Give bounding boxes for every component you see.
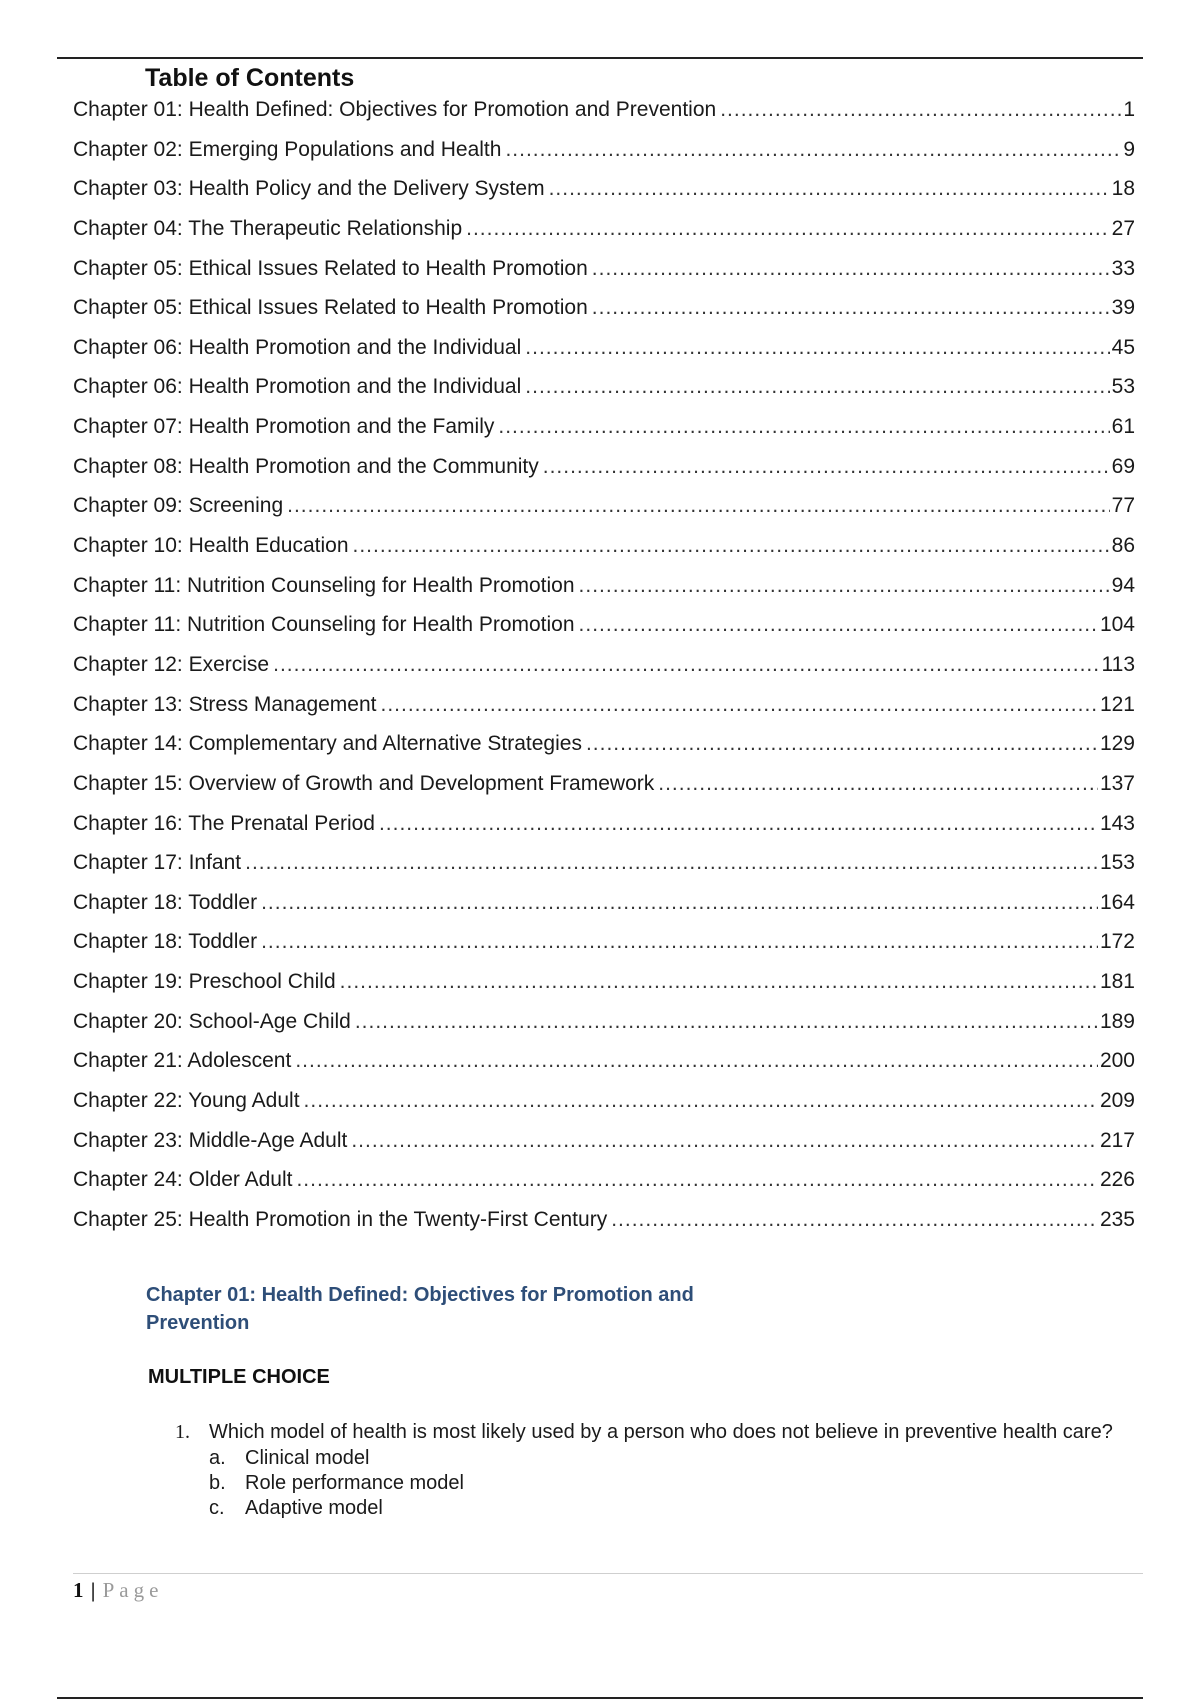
toc-entry-page: 121 [1099, 692, 1135, 716]
toc-entry-title: Chapter 01: Health Defined: Objectives for Promotion and Prevention [73, 98, 717, 121]
toc-entry-page: 172 [1099, 930, 1135, 954]
toc-entry[interactable] [73, 571, 1135, 611]
toc-entry-page: 143 [1099, 811, 1135, 835]
footer-rule [73, 1573, 1143, 1574]
answer-option[interactable] [209, 1471, 1135, 1496]
toc-entry-page: 235 [1099, 1207, 1135, 1231]
toc-entry[interactable] [73, 254, 1135, 294]
toc-entry-title: Chapter 15: Overview of Growth and Development Framework [73, 771, 655, 795]
toc-entry-page: 61 [1111, 415, 1135, 439]
toc-leader-dots [273, 650, 1099, 680]
toc-entry[interactable] [73, 214, 1135, 254]
toc-leader-dots [304, 1086, 1098, 1116]
toc-entry-title: Chapter 06: Health Promotion and the Individual [73, 375, 522, 399]
toc-entry[interactable] [73, 412, 1135, 452]
option-letter: c. [209, 1497, 225, 1519]
toc-entry-page: 200 [1099, 1049, 1135, 1073]
toc-leader-dots [287, 491, 1110, 521]
toc-leader-dots [261, 888, 1098, 918]
toc-leader-dots [379, 809, 1098, 839]
toc-leader-dots [525, 372, 1109, 402]
toc-entry-page: 27 [1111, 216, 1135, 240]
toc-list [73, 95, 1135, 1245]
toc-entry-title: Chapter 18: Toddler [73, 930, 258, 954]
answer-options [209, 1446, 1135, 1521]
answer-option[interactable] [209, 1446, 1135, 1471]
toc-entry-title: Chapter 14: Complementary and Alternative Strategies [73, 732, 582, 756]
toc-entry[interactable] [73, 848, 1135, 888]
toc-leader-dots [658, 769, 1098, 799]
chapter-heading: Chapter 01: Health Defined: Objectives for Promotion and Prevention [146, 1284, 694, 1334]
toc-entry-page: 9 [1123, 137, 1135, 161]
question [175, 1418, 1135, 1521]
option-text: Adaptive model [245, 1497, 383, 1519]
toc-entry[interactable] [73, 1205, 1135, 1245]
toc-entry[interactable] [73, 967, 1135, 1007]
toc-leader-dots [586, 729, 1098, 759]
toc-entry[interactable] [73, 769, 1135, 809]
toc-leader-dots [592, 254, 1110, 284]
toc-entry[interactable] [73, 452, 1135, 492]
toc-entry[interactable] [73, 95, 1135, 135]
toc-leader-dots [611, 1205, 1098, 1235]
toc-entry[interactable] [73, 531, 1135, 571]
toc-leader-dots [340, 967, 1098, 997]
toc-entry[interactable] [73, 927, 1135, 967]
bottom-rule [57, 1697, 1143, 1699]
toc-leader-dots [351, 1126, 1098, 1156]
toc-entry-page: 181 [1099, 970, 1135, 994]
toc-entry[interactable] [73, 809, 1135, 849]
toc-leader-dots [466, 214, 1110, 244]
toc-entry-page: 113 [1101, 652, 1135, 676]
toc-entry-title: Chapter 11: Nutrition Counseling for Health Promotion [73, 613, 575, 637]
toc-entry-title: Chapter 05: Ethical Issues Related to Health Promotion [73, 256, 588, 280]
toc-entry-title: Chapter 11: Nutrition Counseling for Health Promotion [73, 573, 575, 597]
toc-leader-dots [353, 531, 1110, 561]
toc-entry-page: 1 [1123, 98, 1135, 121]
toc-leader-dots [525, 333, 1109, 363]
top-rule [57, 57, 1143, 59]
toc-leader-dots [498, 412, 1109, 442]
toc-entry-page: 94 [1111, 573, 1135, 597]
toc-entry[interactable] [73, 729, 1135, 769]
option-letter: b. [209, 1472, 226, 1494]
toc-leader-dots [261, 927, 1098, 957]
toc-entry-title: Chapter 22: Young Adult [73, 1089, 300, 1113]
page-number: 1 [73, 1578, 84, 1602]
toc-entry-title: Chapter 10: Health Education [73, 534, 349, 558]
toc-entry-page: 77 [1111, 494, 1135, 518]
toc-entry-title: Chapter 12: Exercise [73, 652, 270, 676]
toc-leader-dots [296, 1165, 1097, 1195]
toc-entry-page: 209 [1099, 1089, 1135, 1113]
footer-separator: | [90, 1578, 96, 1602]
toc-entry[interactable] [73, 491, 1135, 531]
toc-entry-page: 33 [1111, 256, 1135, 280]
toc-entry-page: 18 [1111, 177, 1135, 201]
toc-leader-dots [505, 135, 1121, 165]
toc-entry-page: 104 [1099, 613, 1135, 637]
toc-entry[interactable] [73, 610, 1135, 650]
toc-entry-page: 217 [1099, 1128, 1135, 1152]
question-number: 1. [175, 1421, 190, 1443]
toc-leader-dots [381, 690, 1098, 720]
toc-entry-title: Chapter 03: Health Policy and the Delivery System [73, 177, 545, 201]
toc-entry-page: 153 [1099, 851, 1135, 875]
toc-entry-page: 86 [1111, 534, 1135, 558]
toc-entry-title: Chapter 23: Middle-Age Adult [73, 1128, 348, 1152]
toc-entry[interactable] [73, 372, 1135, 412]
toc-entry-title: Chapter 18: Toddler [73, 890, 258, 914]
answer-option[interactable] [209, 1496, 1135, 1521]
toc-entry-title: Chapter 25: Health Promotion in the Twenty-First Century [73, 1207, 608, 1231]
toc-entry-page: 226 [1099, 1168, 1135, 1192]
toc-entry-page: 69 [1111, 454, 1135, 478]
toc-entry-title: Chapter 20: School-Age Child [73, 1009, 351, 1033]
toc-entry-page: 39 [1111, 296, 1135, 320]
toc-entry-page: 129 [1099, 732, 1135, 756]
toc-entry-title: Chapter 04: The Therapeutic Relationship [73, 216, 463, 240]
question-stem: Which model of health is most likely used by a person who does not believe in preventive health care? [209, 1421, 1113, 1443]
toc-leader-dots [592, 293, 1110, 323]
toc-entry-page: 137 [1099, 771, 1135, 795]
toc-leader-dots [245, 848, 1098, 878]
option-text: Role performance model [245, 1472, 464, 1494]
toc-entry-title: Chapter 06: Health Promotion and the Individual [73, 335, 522, 359]
toc-entry-title: Chapter 09: Screening [73, 494, 284, 518]
toc-leader-dots [720, 95, 1121, 125]
toc-entry[interactable] [73, 650, 1135, 690]
toc-entry-title: Chapter 24: Older Adult [73, 1168, 293, 1192]
toc-entry[interactable] [73, 1086, 1135, 1126]
toc-leader-dots [579, 610, 1098, 640]
toc-entry-title: Chapter 13: Stress Management [73, 692, 377, 716]
toc-entry[interactable] [73, 174, 1135, 214]
toc-entry-page: 53 [1111, 375, 1135, 399]
toc-entry[interactable] [73, 333, 1135, 373]
option-text: Clinical model [245, 1447, 370, 1469]
toc-entry-title: Chapter 02: Emerging Populations and Health [73, 137, 502, 161]
toc-entry-title: Chapter 17: Infant [73, 851, 242, 875]
toc-leader-dots [355, 1007, 1098, 1037]
toc-entry-title: Chapter 05: Ethical Issues Related to Health Promotion [73, 296, 588, 320]
toc-entry-title: Chapter 19: Preschool Child [73, 970, 336, 994]
toc-entry[interactable] [73, 1046, 1135, 1086]
option-letter: a. [209, 1447, 226, 1469]
toc-leader-dots [549, 174, 1110, 204]
section-label: MULTIPLE CHOICE [148, 1366, 330, 1388]
toc-entry[interactable] [73, 1126, 1135, 1166]
toc-entry-page: 189 [1099, 1009, 1135, 1033]
toc-entry-page: 164 [1099, 890, 1135, 914]
page-footer [73, 1578, 163, 1603]
page-word: Page [102, 1578, 164, 1602]
toc-leader-dots [295, 1046, 1098, 1076]
toc-entry[interactable] [73, 293, 1135, 333]
toc-entry-title: Chapter 07: Health Promotion and the Family [73, 415, 495, 439]
toc-entry-page: 45 [1111, 335, 1135, 359]
toc-entry[interactable] [73, 888, 1135, 928]
toc-entry[interactable] [73, 690, 1135, 730]
toc-entry-title: Chapter 21: Adolescent [73, 1049, 292, 1073]
toc-title: Table of Contents [145, 64, 355, 92]
toc-entry[interactable] [73, 1007, 1135, 1047]
toc-entry-title: Chapter 16: The Prenatal Period [73, 811, 375, 835]
toc-leader-dots [543, 452, 1110, 482]
toc-entry-title: Chapter 08: Health Promotion and the Community [73, 454, 539, 478]
toc-entry[interactable] [73, 135, 1135, 175]
toc-leader-dots [579, 571, 1110, 601]
toc-entry[interactable] [73, 1165, 1135, 1205]
